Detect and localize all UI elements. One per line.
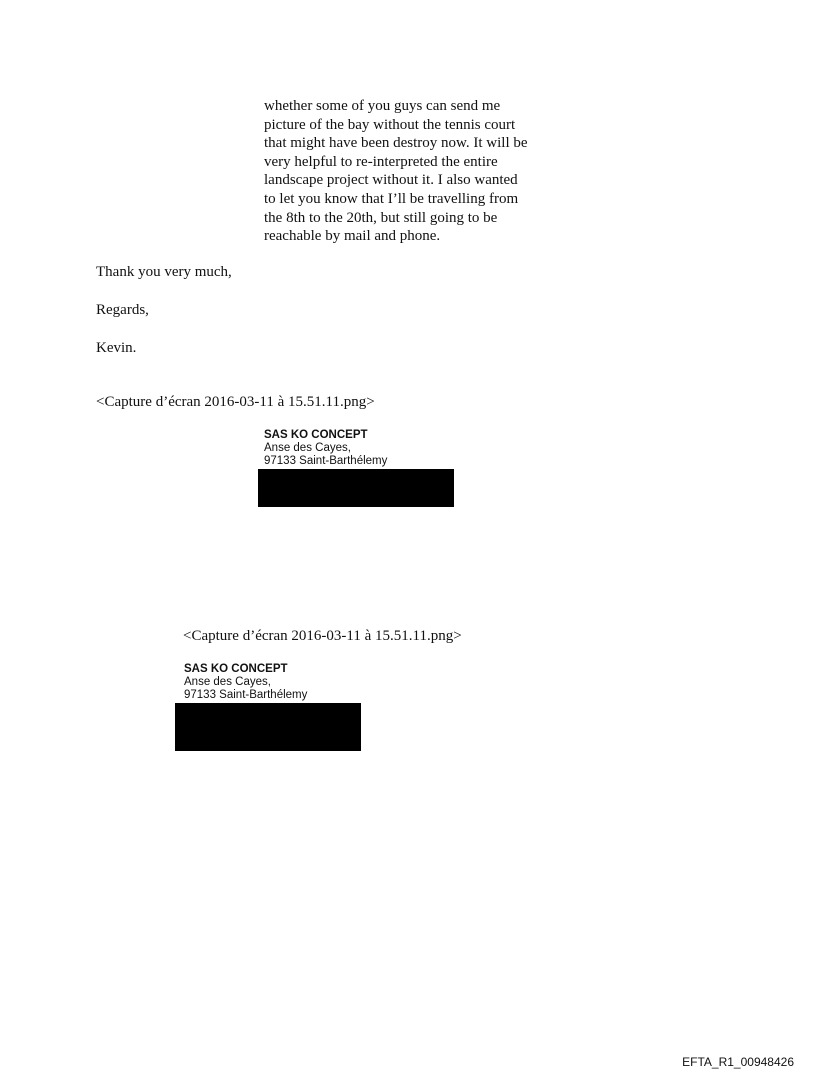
body-line: very helpful to re-interpreted the entire — [264, 153, 498, 170]
closing-regards: Regards, — [96, 302, 149, 318]
body-line: the 8th to the 20th, but still going to be — [264, 209, 498, 226]
redaction-box — [175, 703, 361, 751]
attachment-filename[interactable]: <Capture d’écran 2016-03-11 à 15.51.11.png> — [183, 628, 462, 644]
body-line: whether some of you guys can send me — [264, 98, 501, 114]
company-name: SAS KO CONCEPT — [264, 429, 368, 441]
company-name: SAS KO CONCEPT — [184, 663, 288, 675]
company-signature-block — [184, 663, 307, 702]
body-line: that might have been destroy now. It will be — [264, 135, 528, 152]
address-line: 97133 Saint-Barthélemy — [264, 455, 388, 467]
email-body-paragraph — [264, 97, 556, 246]
address-line: Anse des Cayes, — [264, 442, 351, 454]
bates-number: EFTA_R1_00948426 — [682, 1055, 794, 1069]
attachment-filename[interactable]: <Capture d’écran 2016-03-11 à 15.51.11.png> — [96, 394, 375, 410]
body-line: landscape project without it. I also wanted — [264, 172, 518, 189]
redaction-box — [258, 469, 454, 507]
body-line: reachable by mail and phone. — [264, 228, 441, 245]
company-signature-block — [264, 429, 387, 468]
body-line: picture of the bay without the tennis court — [264, 116, 516, 133]
address-line: Anse des Cayes, — [184, 676, 271, 688]
body-line: to let you know that I’ll be travelling from — [264, 190, 519, 207]
signature-name: Kevin. — [96, 340, 137, 356]
address-line: 97133 Saint-Barthélemy — [184, 689, 308, 701]
closing-thanks: Thank you very much, — [96, 264, 232, 280]
